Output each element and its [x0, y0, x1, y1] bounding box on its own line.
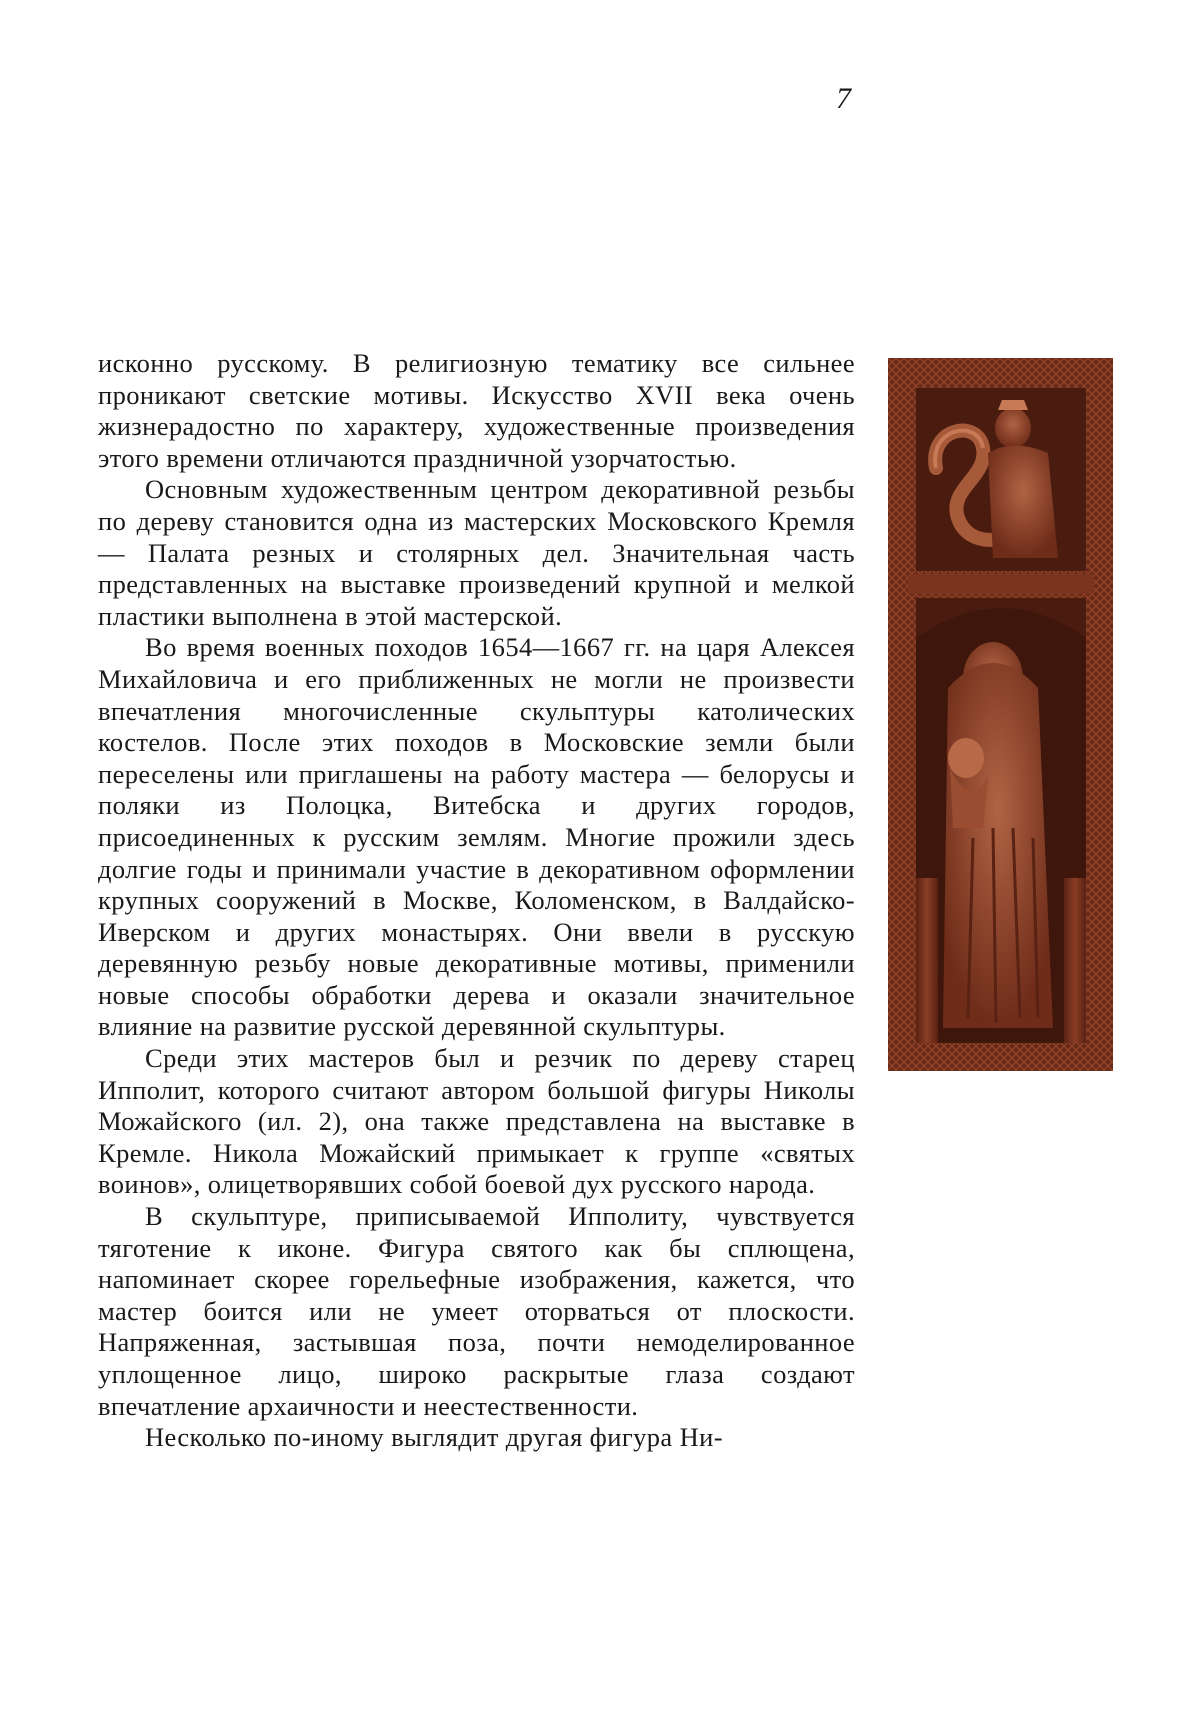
upper-figure-body: [988, 446, 1058, 559]
crown-carving: [998, 400, 1028, 410]
carved-relief-illustration: [888, 358, 1113, 1071]
paragraph: В скульптуре, приписываемой Ипполиту, чувствуется тяготение к иконе. Фигура святого как бы сплющена, напоминает скорее горельефные изображения, кажется, что мастер боится или не умеет оторваться от плоскости. Напряженная, застывшая поза, почти немоделированное уплощенное лицо, широко раскрытые глаза создают впечатление архаичности и неестественности.: [98, 1201, 855, 1421]
page-number: 7: [836, 82, 851, 115]
paragraph: Среди этих мастеров был и резчик по дереву старец Ипполит, которого считают автором большой фигуры Николы Можайского (ил. 2), она также представлена на выставке в Кремле. Никола Можайский примыкает к группе «святых воинов», олицетворявших собой боевой дух русского народа.: [98, 1043, 855, 1200]
paragraph: Несколько по-иному выглядит другая фигура Ни-: [145, 1422, 723, 1453]
paragraph: исконно русскому. В религиозную тематику все сильнее проникают светские мотивы. Искусство XVII века очень жизнерадостно по характеру, художественные произведения этого времени отличаются праздничной узорчатостью.: [98, 348, 855, 473]
body-text: [98, 348, 855, 1454]
left-column: [916, 878, 938, 1043]
paragraph: Основным художественным центром декоративной резьбы по дереву становится одна из мастерских Московского Кремля — Палата резных и столярных дел. Значительная часть представленных на выставке произведений крупной и мелкой пластики выполнена в этой мастерской.: [98, 474, 855, 631]
upper-figure-head: [995, 408, 1031, 448]
panel-divider: [908, 574, 1093, 594]
relief-image: [888, 358, 1113, 1071]
child-figure: [948, 738, 984, 778]
paragraph: Во время военных походов 1654—1667 гг. на царя Алексея Михайловича и его приближенных не могли не произвести впечатления многочисленные скульптуры католических костелов. После этих походов в Московские земли были переселены или приглашены на работу мастера — белорусы и поляки из Полоцка, Витебска и других городов, присоединенных к русским землям. Многие прожили здесь долгие годы и принимали участие в декоративном оформлении крупных сооружений в Москве, Коломенском, в Валдайско-Иверском и других монастырях. Они ввели в русскую деревянную резьбу новые декоративные мотивы, применили новые способы обработки дерева и оказали значительное влияние на развитие русской деревянной скульптуры.: [98, 632, 855, 1042]
right-column: [1064, 878, 1086, 1043]
